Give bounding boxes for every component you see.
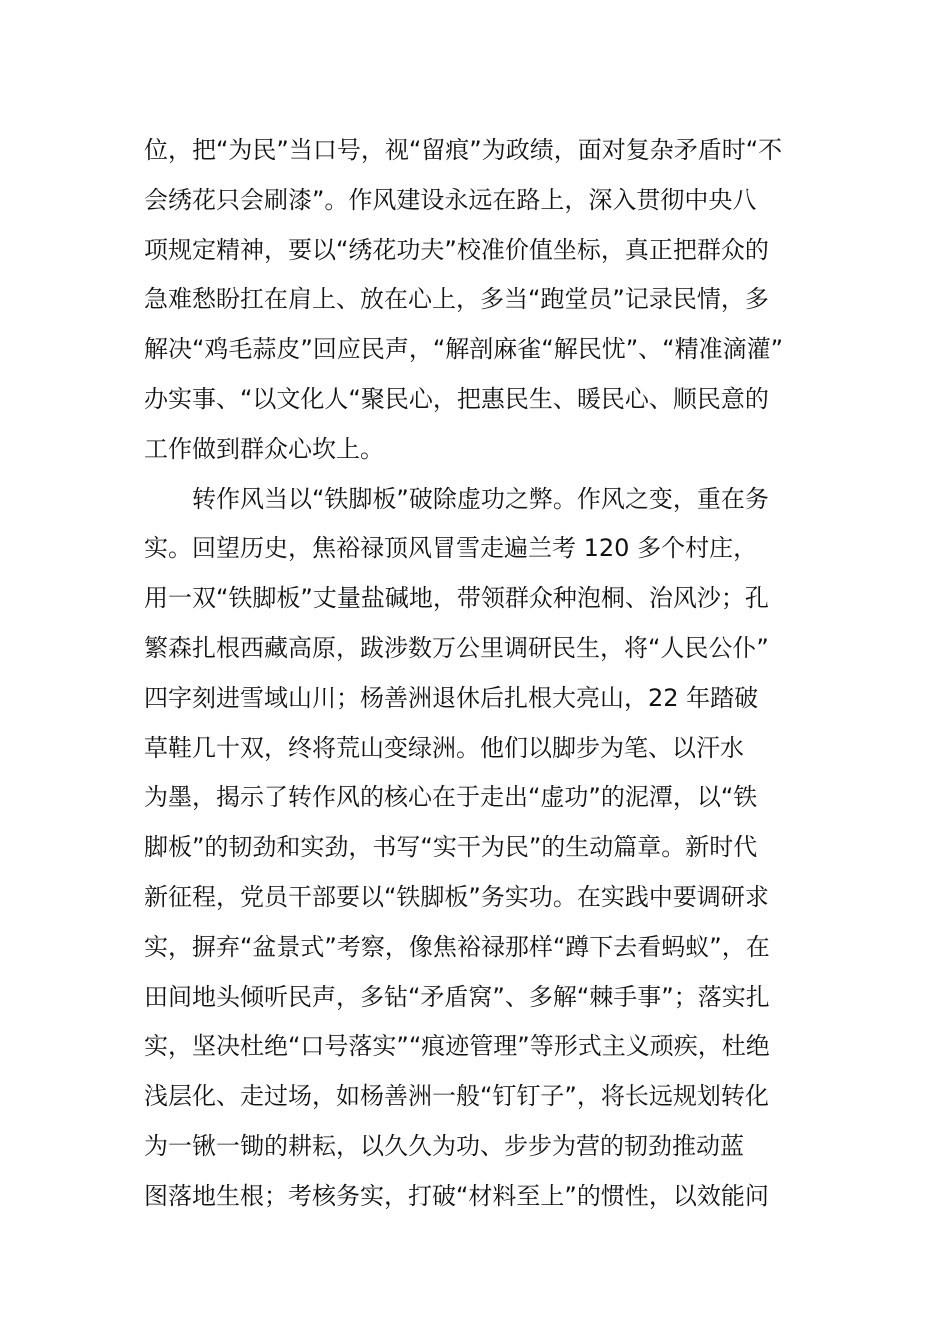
text-line: 繁森扎根西藏高原，跋涉数万公里调研民生，将“人民公仆” [144,633,769,662]
text-line: 位，把“为民”当口号，视“留痕”为政绩，面对复杂矛盾时“不 [144,136,783,164]
text-line: 图落地生根；考核务实，打破“材料至上”的惯性，以效能问 [144,1181,769,1210]
text-line: 工作做到群众心坎上。 [144,434,384,463]
text-line: 办实事、“以文化人“聚民心，把惠民生、暖民心、顺民意的 [144,384,769,413]
text-line: 脚板”的韧劲和实劲，书写“实干为民”的生动篇章。新时代 [144,833,758,862]
text-line: 田间地头倾听民声，多钻“矛盾窝”、多解“棘手事”；落实扎 [144,982,770,1011]
text-line: 用一双“铁脚板”丈量盐碱地，带领群众种泡桐、治风沙；孔 [144,584,769,613]
text-line: 为墨，揭示了转作风的核心在于走出“虚功”的泥潭，以“铁 [144,783,758,812]
text-line: 为一锹一锄的耕耘，以久久为功、步步为营的韧劲推动蓝 [144,1131,744,1160]
text-line: 四字刻进雪域山川；杨善洲退休后扎根大亮山，22 年踏破 [144,683,759,712]
body-text [144,126,824,1222]
text-line: 实，摒弃“盆景式”考察，像焦裕禄那样“蹲下去看蚂蚁”，在 [144,932,770,961]
text-line: 项规定精神，要以“绣花功夫”校准价值坐标，真正把群众的 [144,235,769,264]
text-line: 草鞋几十双，终将荒山变绿洲。他们以脚步为笔、以汗水 [144,733,744,762]
text-line: 急难愁盼扛在肩上、放在心上，多当“跑堂员”记录民情，多 [144,285,769,314]
paragraph-start-line: 转作风当以“铁脚板”破除虚功之弊。作风之变，重在务 [144,484,769,513]
text-line: 会绣花只会刷漆”。作风建设永远在路上，深入贯彻中央八 [144,185,757,214]
text-line: 新征程，党员干部要以“铁脚板”务实功。在实践中要调研求 [144,882,769,911]
text-line: 浅层化、走过场，如杨善洲一般“钉钉子”，将长远规划转化 [144,1082,769,1111]
text-line: 解决“鸡毛蒜皮”回应民声，“解剖麻雀“解民忧”、“精准滴灌” [144,335,784,364]
text-line: 实，坚决杜绝“口号落实”“痕迹管理”等形式主义顽疾，杜绝 [144,1032,770,1061]
text-line: 实。回望历史，焦裕禄顶风冒雪走遍兰考 120 多个村庄， [144,534,758,563]
